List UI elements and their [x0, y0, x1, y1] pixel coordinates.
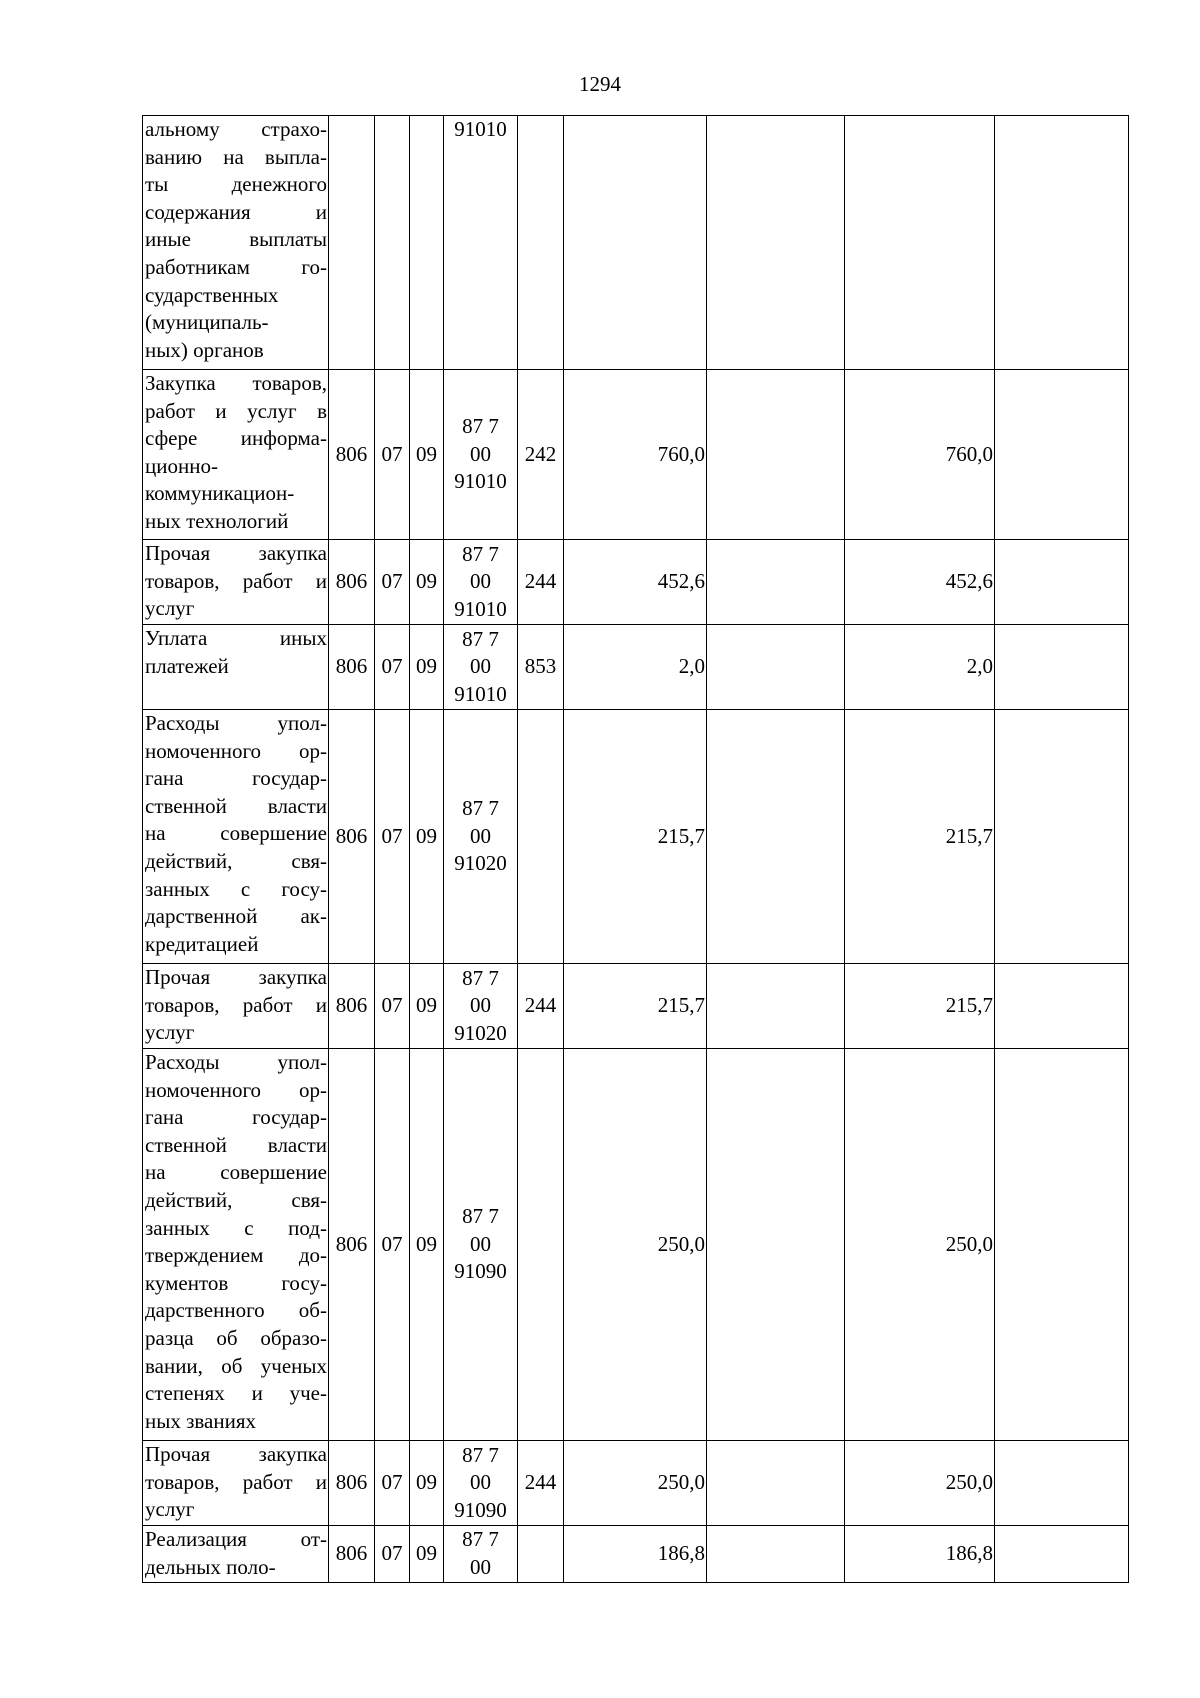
row-name — [143, 625, 329, 710]
row-name — [143, 1441, 329, 1526]
row-name-line: степенях и уче- — [145, 1381, 327, 1406]
row-name-line: тверждением до- — [145, 1243, 327, 1268]
cell-sum-3: 2,0 — [845, 625, 995, 710]
cell-sum-2 — [707, 964, 845, 1049]
table-row — [143, 370, 1129, 540]
cell-rz: 07 — [375, 1526, 410, 1583]
row-name-line: иные выплаты — [145, 227, 327, 252]
cell-sum-1: 215,7 — [564, 964, 707, 1049]
cell-csr — [444, 370, 518, 540]
row-name-line: ных) органов — [145, 337, 264, 362]
cell-vr: 853 — [518, 625, 564, 710]
row-name-line: действий, свя- — [145, 1187, 327, 1212]
row-name-line: кредитацией — [145, 931, 259, 956]
csr-line: 87 7 — [462, 965, 499, 990]
row-name-line: номоченного ор- — [145, 738, 327, 763]
cell-sum-1: 215,7 — [564, 710, 707, 964]
cell-csr — [444, 540, 518, 625]
csr-line: 91090 — [454, 1497, 507, 1522]
cell-sum-4 — [995, 710, 1129, 964]
csr-line: 91020 — [454, 1020, 507, 1045]
row-name-line: на совершение — [145, 1160, 327, 1185]
cell-csr — [444, 625, 518, 710]
row-name-line: действий, свя- — [145, 848, 327, 873]
cell-ved: 806 — [329, 1441, 375, 1526]
cell-pr: 09 — [410, 964, 444, 1049]
cell-ved — [329, 116, 375, 370]
cell-csr — [444, 710, 518, 964]
table-row — [143, 1441, 1129, 1526]
cell-sum-1: 186,8 — [564, 1526, 707, 1583]
cell-ved: 806 — [329, 540, 375, 625]
cell-sum-2 — [707, 116, 845, 370]
cell-sum-2 — [707, 1049, 845, 1441]
csr-line: 87 7 — [462, 1527, 499, 1552]
row-name-line: Прочая закупка — [145, 541, 327, 565]
row-name-line: кументов госу- — [145, 1270, 327, 1295]
cell-sum-2 — [707, 710, 845, 964]
csr-line: 00 — [470, 569, 491, 594]
row-name — [143, 964, 329, 1049]
row-name-line: занных с под- — [145, 1215, 327, 1240]
row-name-line: (муниципаль- — [145, 310, 269, 335]
cell-pr: 09 — [410, 370, 444, 540]
row-name-line: ционно- — [145, 453, 218, 478]
csr-line: 91020 — [454, 851, 507, 876]
csr-line: 87 7 — [462, 626, 499, 651]
row-name-line: на совершение — [145, 821, 327, 846]
table-row — [143, 710, 1129, 964]
row-name-line: сударственных — [145, 282, 279, 307]
cell-rz: 07 — [375, 710, 410, 964]
cell-rz: 07 — [375, 540, 410, 625]
cell-sum-4 — [995, 540, 1129, 625]
cell-sum-3: 186,8 — [845, 1526, 995, 1583]
row-name — [143, 1049, 329, 1441]
cell-vr: 244 — [518, 1441, 564, 1526]
cell-sum-4 — [995, 1049, 1129, 1441]
row-name-line: Уплата иных — [145, 626, 327, 650]
row-name-line: товаров, работ и — [145, 992, 327, 1017]
row-name — [143, 1526, 329, 1583]
cell-vr — [518, 116, 564, 370]
csr-line: 91010 — [454, 469, 507, 494]
cell-rz: 07 — [375, 1441, 410, 1526]
csr-line: 87 7 — [462, 414, 499, 439]
cell-ved: 806 — [329, 964, 375, 1049]
cell-sum-1 — [564, 116, 707, 370]
csr-line: 00 — [470, 1231, 491, 1256]
cell-rz: 07 — [375, 370, 410, 540]
cell-sum-3: 215,7 — [845, 964, 995, 1049]
cell-sum-3: 452,6 — [845, 540, 995, 625]
row-name-line: Расходы упол- — [145, 711, 327, 735]
table-row — [143, 1049, 1129, 1441]
row-name-line: ты денежного — [145, 172, 327, 197]
row-name-line: гана государ- — [145, 1105, 327, 1130]
row-name-line: услуг — [145, 596, 195, 621]
cell-sum-4 — [995, 1441, 1129, 1526]
table-row — [143, 964, 1129, 1049]
row-name-line: услуг — [145, 1020, 195, 1045]
cell-sum-4 — [995, 625, 1129, 710]
row-name-line: работ и услуг в — [145, 398, 327, 423]
cell-rz — [375, 116, 410, 370]
cell-sum-1: 250,0 — [564, 1049, 707, 1441]
cell-sum-3: 250,0 — [845, 1049, 995, 1441]
csr-line: 91010 — [454, 117, 507, 141]
cell-sum-4 — [995, 116, 1129, 370]
csr-line: 00 — [470, 1555, 491, 1579]
cell-csr — [444, 1526, 518, 1583]
cell-pr: 09 — [410, 540, 444, 625]
csr-line: 87 7 — [462, 541, 499, 566]
cell-sum-2 — [707, 370, 845, 540]
table-body — [143, 116, 1129, 1583]
row-name-line: дарственной ак- — [145, 904, 327, 929]
row-name-line: Закупка товаров, — [145, 371, 327, 395]
cell-ved: 806 — [329, 1526, 375, 1583]
cell-sum-1: 452,6 — [564, 540, 707, 625]
cell-ved: 806 — [329, 370, 375, 540]
cell-pr: 09 — [410, 1526, 444, 1583]
cell-vr — [518, 1526, 564, 1583]
row-name-line: коммуникацион- — [145, 481, 295, 506]
cell-sum-1: 760,0 — [564, 370, 707, 540]
row-name-line: товаров, работ и — [145, 1469, 327, 1494]
cell-csr — [444, 116, 518, 370]
csr-line: 00 — [470, 1470, 491, 1495]
cell-pr — [410, 116, 444, 370]
csr-line: 87 7 — [462, 796, 499, 821]
row-name-line: товаров, работ и — [145, 568, 327, 593]
cell-csr — [444, 964, 518, 1049]
table-row — [143, 625, 1129, 710]
cell-vr: 244 — [518, 540, 564, 625]
table-row — [143, 540, 1129, 625]
row-name-line: дарственного об- — [145, 1298, 327, 1323]
cell-sum-4 — [995, 1526, 1129, 1583]
row-name-line: услуг — [145, 1497, 195, 1522]
cell-sum-3: 760,0 — [845, 370, 995, 540]
csr-line: 87 7 — [462, 1204, 499, 1229]
cell-rz: 07 — [375, 964, 410, 1049]
cell-sum-2 — [707, 1526, 845, 1583]
cell-sum-2 — [707, 625, 845, 710]
cell-rz: 07 — [375, 1049, 410, 1441]
cell-pr: 09 — [410, 710, 444, 964]
row-name — [143, 540, 329, 625]
row-name-line: ственной власти — [145, 793, 327, 818]
cell-sum-4 — [995, 964, 1129, 1049]
cell-ved: 806 — [329, 710, 375, 964]
cell-sum-3: 215,7 — [845, 710, 995, 964]
page-number: 1294 — [579, 72, 621, 96]
row-name-line: Реализация от- — [145, 1527, 327, 1551]
row-name-line: номоченного ор- — [145, 1077, 327, 1102]
cell-ved: 806 — [329, 625, 375, 710]
csr-line: 91010 — [454, 596, 507, 621]
row-name — [143, 370, 329, 540]
csr-line: 87 7 — [462, 1442, 499, 1467]
table-row — [143, 116, 1129, 370]
csr-line: 00 — [470, 441, 491, 466]
row-name-line: сфере информа- — [145, 426, 327, 451]
csr-line: 00 — [470, 993, 491, 1018]
row-name-line: ванию на выпла- — [145, 144, 327, 169]
cell-sum-2 — [707, 540, 845, 625]
cell-sum-1: 250,0 — [564, 1441, 707, 1526]
cell-vr — [518, 1049, 564, 1441]
cell-vr — [518, 710, 564, 964]
cell-pr: 09 — [410, 1049, 444, 1441]
cell-sum-3: 250,0 — [845, 1441, 995, 1526]
cell-pr: 09 — [410, 625, 444, 710]
cell-sum-4 — [995, 370, 1129, 540]
table-row — [143, 1526, 1129, 1583]
row-name-line: гана государ- — [145, 766, 327, 791]
csr-line: 91010 — [454, 681, 507, 706]
cell-pr: 09 — [410, 1441, 444, 1526]
cell-sum-3 — [845, 116, 995, 370]
row-name-line: альному страхо- — [145, 117, 327, 141]
cell-csr — [444, 1049, 518, 1441]
cell-rz: 07 — [375, 625, 410, 710]
row-name-line: Прочая закупка — [145, 965, 327, 989]
csr-line: 00 — [470, 654, 491, 679]
row-name-line: разца об образо- — [145, 1325, 327, 1350]
row-name-line: ных званиях — [145, 1408, 256, 1433]
row-name — [143, 710, 329, 964]
csr-line: 91090 — [454, 1259, 507, 1284]
csr-line: 00 — [470, 823, 491, 848]
cell-vr: 242 — [518, 370, 564, 540]
cell-ved: 806 — [329, 1049, 375, 1441]
row-name-line: ных технологий — [145, 508, 289, 533]
row-name-line: ственной власти — [145, 1132, 327, 1157]
row-name-line: дельных поло- — [145, 1554, 276, 1579]
row-name-line: платежей — [145, 653, 229, 678]
row-name — [143, 116, 329, 370]
row-name-line: работникам го- — [145, 254, 327, 279]
cell-sum-1: 2,0 — [564, 625, 707, 710]
row-name-line: содержания и — [145, 199, 327, 224]
row-name-line: вании, об ученых — [145, 1353, 327, 1378]
row-name-line: Прочая закупка — [145, 1442, 327, 1466]
row-name-line: Расходы упол- — [145, 1050, 327, 1074]
budget-table — [142, 115, 1129, 1583]
cell-csr — [444, 1441, 518, 1526]
cell-vr: 244 — [518, 964, 564, 1049]
cell-sum-2 — [707, 1441, 845, 1526]
row-name-line: занных с госу- — [145, 876, 327, 901]
